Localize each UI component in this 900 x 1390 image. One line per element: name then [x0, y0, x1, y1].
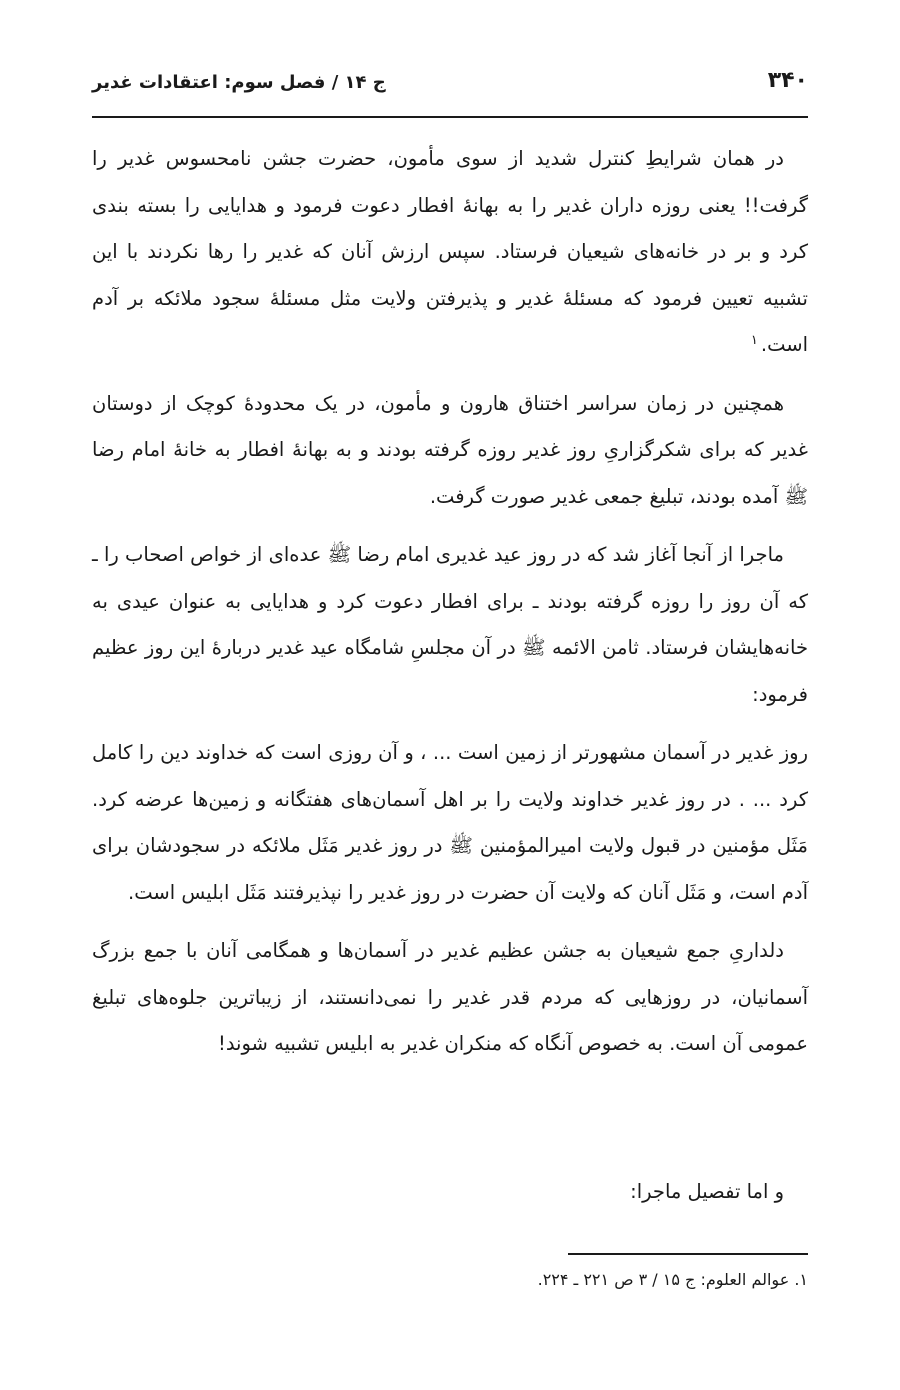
paragraph-5: دلداریِ جمع شیعیان به جشن عظیم غدیر در آسمان‌ها و همگامی آنان با جمع بزرگ آسمانیان، در روزهایی که مردم قدر غدیر را نمی‌دانستند، از زیباترین جلوه‌های تبلیغ عمومی آن است. به خصوص آنگاه که منکران غدیر به ابلیس تشبیه شوند!: [92, 939, 808, 1055]
footnote: ۱. عوالم العلوم: ج ۱۵ / ۳ ص ۲۲۱ ـ ۲۲۴.: [537, 1270, 808, 1289]
page-header: [92, 66, 808, 106]
paragraph-2: همچنین در زمان سراسر اختناق هارون و مأمون، در یک محدودهٔ کوچک از دوستان غدیر که برای شکرگزاریِ روز غدیر روزه گرفته بودند و به بهانهٔ افطار به خانهٔ امام رضا ﷺ آمده بودند، تبلیغ جمعی غدیر صورت گرفت.: [92, 391, 808, 508]
closing-line: و اما تفصیل ماجرا:: [630, 1180, 784, 1203]
paragraph-1-text: در همان شرایطِ کنترل شدید از سوی مأمون، حضرت جشن نامحسوس غدیر را گرفت!! یعنی روزه داران غدیر را به بهانهٔ افطار دعوت فرمود و هدایایی را بسته بندی کرد و بر در خانه‌های شیعیان فرستاد. سپس ارزش آنان که غدیر را رها نکردند با این تشبیه تعیین فرمود که مسئلهٔ غدیر و پذیرفتن ولایت مثل مسئلهٔ سجود ملائکه بر آدم است.: [92, 147, 808, 356]
running-title: ج ۱۴ / فصل سوم: اعتقادات غدیر: [92, 72, 386, 93]
paragraph-1: [92, 136, 808, 369]
footnote-reference: ۱: [750, 332, 758, 348]
book-page: [92, 0, 808, 1390]
paragraph-3: ماجرا از آنجا آغاز شد که در روز عید غدیری امام رضا ﷺ عده‌ای از خواص اصحاب را ـ که آن روز را روزه گرفته بودند ـ برای افطار دعوت کرد و هدایایی به عنوان عیدی به خانه‌هایشان فرستاد. ثامن الائمه ﷺ در آن مجلسِ شامگاه عید غدیر دربارهٔ این روز عظیم فرمود:: [92, 543, 808, 706]
page-number: ۳۴۰: [767, 68, 808, 93]
footnote-rule: [568, 1253, 808, 1255]
body-text: [92, 136, 808, 1080]
quoted-hadith: روز غدیر در آسمان مشهورتر از زمین است ... ، و آن روزی است که خداوند دین را کامل کرد ... . در روز غدیر خداوند ولایت را بر اهل آسمان‌های هفتگانه و زمین‌ها عرضه کرد. مَثَل مؤمنین در قبول ولایت امیرالمؤمنین ﷺ در روز غدیر مَثَل ملائکه در سجودشان برای آدم است، و مَثَل آنان که ولایت آن حضرت در روز غدیر را نپذیرفتند مَثَل ابلیس است.: [92, 741, 808, 904]
header-rule: [92, 116, 808, 118]
